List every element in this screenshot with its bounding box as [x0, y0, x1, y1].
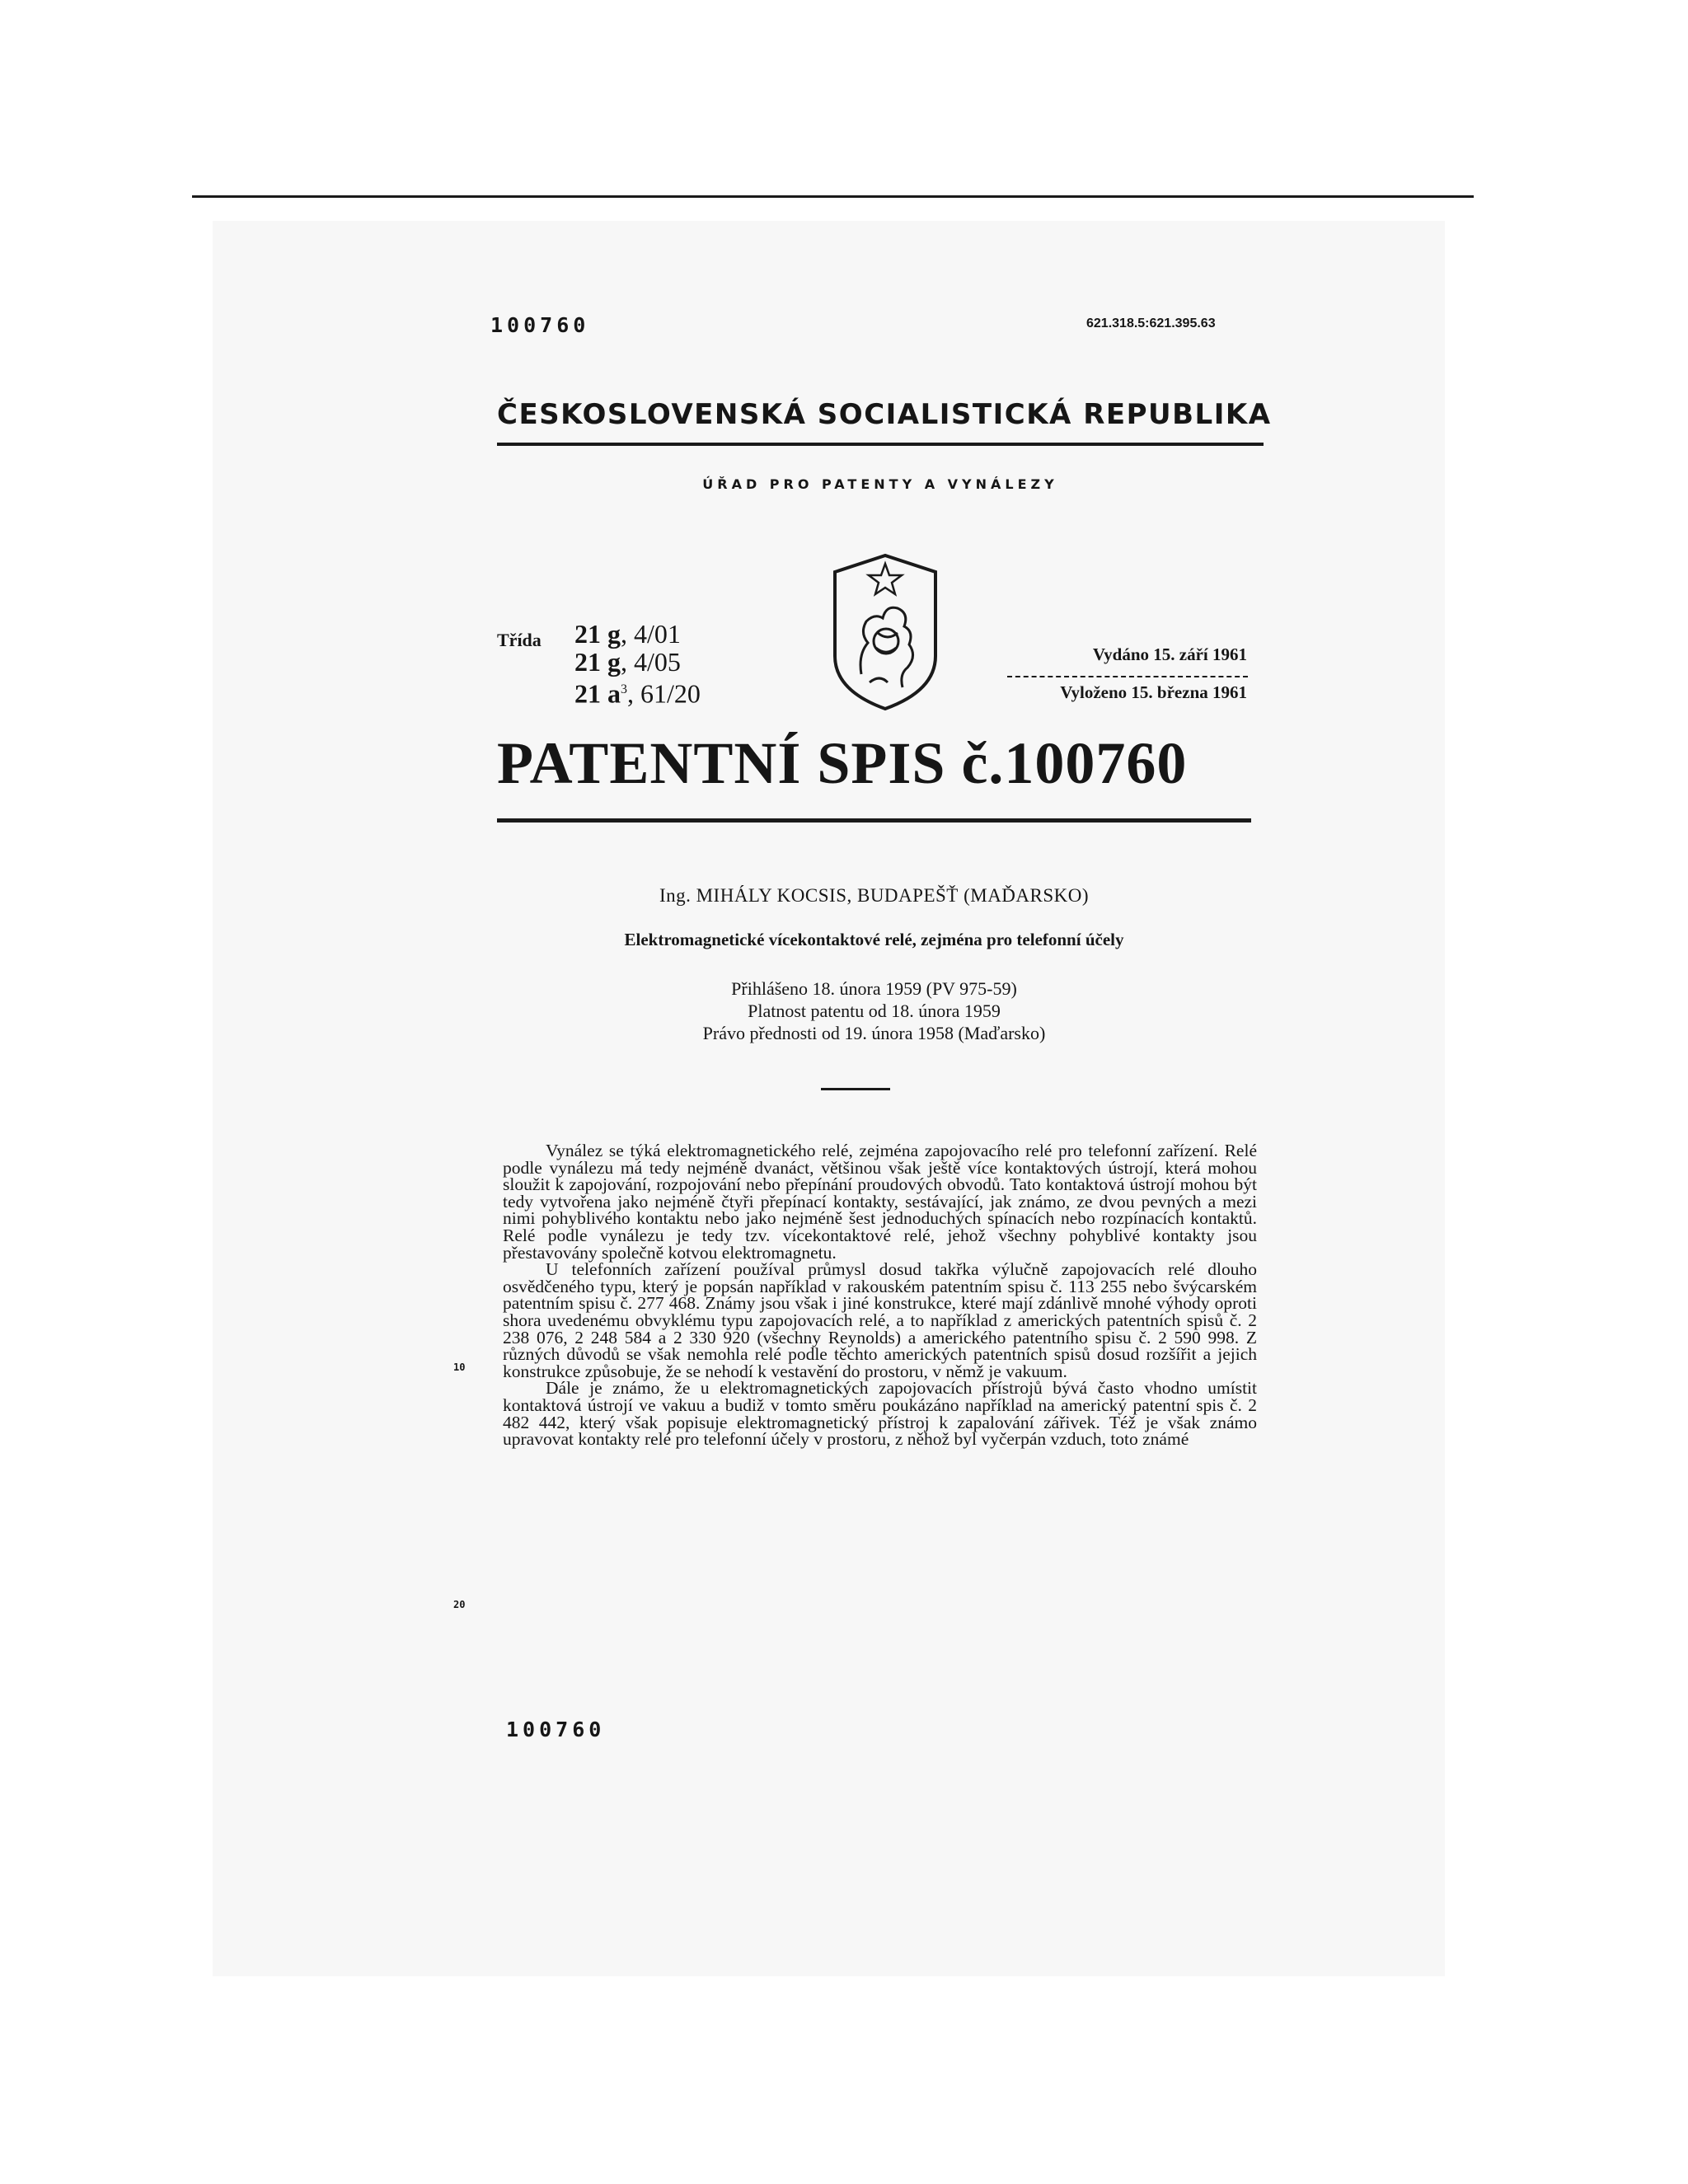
patent-title: PATENTNÍ SPIS č.100760: [497, 730, 1188, 796]
country-heading: ČESKOSLOVENSKÁ SOCIALISTICKÁ REPUBLIKA: [497, 398, 1272, 431]
section-divider: [821, 1088, 890, 1090]
dates-block: [497, 977, 1251, 1044]
line-number: 20: [453, 1599, 466, 1610]
class-entry: 21 g, 4/05: [574, 647, 681, 677]
body-paragraph: U telefonních zařízení používal průmysl dosud takřka výlučně zapojovacích relé dlouho osvědčeného typu, který je popsán například v rakouském patentním spisu č. 113 255 nebo švýcarském patentním spisu č. 277 468. Známy jsou však i jiné konstrukce, které mají zdánlivě mnohé výhody oproti shora uvedenému obvyklému typu zapojovacích relé, a to například z amerických patentních spisů č. 2 238 076, 2 248 584 a 2 330 920 (všechny Reynolds) a amerického patentního spisu č. 2 590 998. Z různých důvodů se však nemohla relé podle těchto amerických patentních spisů dosud rozšířit a jejich konstrukce způsobuje, že se nehodí k vestavění do prostoru, v němž je vakuum.: [503, 1259, 1257, 1381]
dashed-rule: [1007, 676, 1248, 677]
priority-date: Právo přednosti od 19. února 1958 (Maďarsko): [702, 1023, 1046, 1043]
doc-number-top: 100760: [490, 313, 590, 337]
issued-date: Vydáno 15. září 1961: [1092, 644, 1247, 664]
doc-number-bottom: 100760: [506, 1718, 606, 1741]
body-paragraph: Vynález se týká elektromagnetického relé, zejména zapojovacího relé pro telefonní zařízení. Relé podle vynálezu má tedy nejméně dvanáct, většinou však ještě více kontaktových ústrojí, která mohou sloužit k zapojování, rozpojování nebo přepínání proudových obvodů. Tato kontaktová ústrojí mohou být tedy vytvořena jako nejméně čtyři přepínací kontakty, sestávající, jak známo, ze dvou pevných a mezi nimi pohyblivého kontaktu nebo jako nejméně šest jednoduchých spínacích nebo rozpínacích kontaktů. Relé podle vynálezu je tedy tzv. vícekontaktové relé, jehož všechny pohyblivé kontakty jsou přestavovány společně kotvou elektromagnetu.: [503, 1141, 1257, 1263]
title-rule: [497, 818, 1251, 823]
laid-open-date: Vyloženo 15. března 1961: [1060, 682, 1247, 702]
patent-body: [503, 1142, 1257, 1448]
invention-title: Elektromagnetické vícekontaktové relé, zejména pro telefonní účely: [624, 930, 1124, 949]
class-entry: 21 g, 4/01: [574, 619, 681, 649]
line-number: 10: [453, 1361, 466, 1373]
office-heading: ÚŘAD PRO PATENTY A VYNÁLEZY: [702, 476, 1058, 492]
state-emblem-icon: [828, 551, 942, 712]
body-paragraph: Dále je známo, že u elektromagnetických zapojovacích přístrojů bývá často vhodno umístit kontaktová ústrojí ve vakuu a budiž v tomto směru poukázáno například na americký patentní spis č. 2 482 442, který však popisuje elektromagnetický přístroj k zapalování zářivek. Též je však známo upravovat kontakty relé pro telefonní účely v prostoru, z něhož byl vyčerpán vzduch, toto známé: [503, 1378, 1257, 1450]
class-list: [574, 620, 701, 708]
top-rule: [192, 195, 1474, 198]
class-entry: 21 $a^3$, 61/20: [574, 678, 701, 709]
udc-code: 621.318.5:621.395.63: [1086, 316, 1216, 330]
validity-date: Platnost patentu od 18. února 1959: [748, 1001, 1001, 1021]
filed-date: Přihlášeno 18. února 1959 (PV 975-59): [731, 978, 1017, 999]
class-label: Třída: [497, 630, 542, 650]
inventor: Ing. MIHÁLY KOCSIS, BUDAPEŠŤ (MAĎARSKO): [659, 885, 1090, 906]
heading-rule: [497, 443, 1264, 446]
